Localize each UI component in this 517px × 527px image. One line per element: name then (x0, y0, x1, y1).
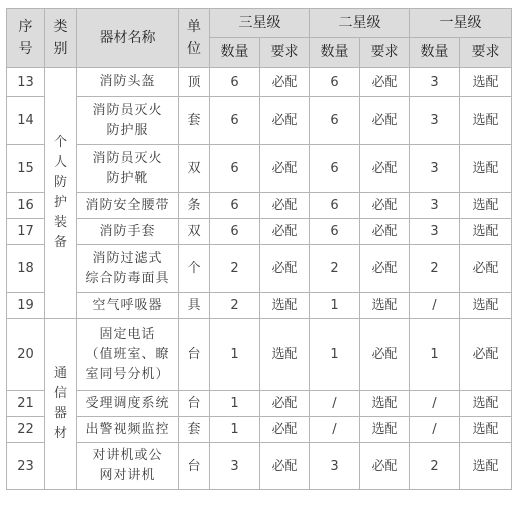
header-qty: 数量 (410, 38, 460, 68)
quantity-cell: 3 (410, 219, 460, 245)
equipment-name-line: 网对讲机 (99, 468, 156, 483)
requirement-cell: 必配 (360, 245, 410, 293)
table-row (7, 193, 512, 219)
requirement-cell: 必配 (260, 219, 310, 245)
header-seq: 序 号 (7, 9, 45, 68)
requirement-cell: 选配 (460, 391, 512, 417)
equipment-name-line: 综合防毒面具 (85, 270, 170, 286)
unit-cell: 顶 (179, 68, 210, 97)
quantity-cell: 1 (310, 319, 360, 391)
quantity-cell: / (410, 417, 460, 443)
category-comm (45, 319, 77, 490)
unit-cell: 套 (179, 97, 210, 145)
row-number: 22 (7, 417, 45, 443)
table-container (6, 8, 512, 490)
header-category: 类 别 (45, 9, 77, 68)
quantity-cell: / (410, 293, 460, 319)
category-personal (45, 68, 77, 319)
table-row (7, 68, 512, 97)
unit-cell: 套 (179, 417, 210, 443)
quantity-cell: 6 (310, 193, 360, 219)
requirement-cell: 必配 (260, 443, 310, 490)
header-req: 要求 (460, 38, 512, 68)
quantity-cell: 3 (410, 97, 460, 145)
table-row (7, 97, 512, 145)
equipment-name-line: 对讲机或公 (92, 448, 163, 463)
requirement-cell: 必配 (360, 97, 410, 145)
requirement-cell: 必配 (460, 319, 512, 391)
requirement-cell: 必配 (360, 319, 410, 391)
unit-cell: 双 (179, 219, 210, 245)
requirement-cell: 必配 (360, 193, 410, 219)
equipment-name-line: 防护靴 (106, 170, 149, 186)
equipment-name-line: 消防头盔 (99, 74, 156, 89)
unit-cell: 具 (179, 293, 210, 319)
equipment-name (77, 319, 179, 391)
table-row (7, 293, 512, 319)
quantity-cell: 3 (410, 145, 460, 193)
requirement-cell: 必配 (460, 245, 512, 293)
quantity-cell: 6 (310, 219, 360, 245)
category-char: 人 (53, 155, 67, 170)
table-row (7, 219, 512, 245)
header-level-2: 二星级 (310, 9, 410, 38)
requirement-cell: 必配 (260, 245, 310, 293)
header-req: 要求 (360, 38, 410, 68)
table-row (7, 417, 512, 443)
unit-cell: 双 (179, 145, 210, 193)
requirement-cell: 必配 (260, 193, 310, 219)
equipment-name (77, 443, 179, 490)
quantity-cell: 1 (210, 417, 260, 443)
quantity-cell: 6 (310, 68, 360, 97)
row-number: 16 (7, 193, 45, 219)
row-number: 21 (7, 391, 45, 417)
quantity-cell: 1 (210, 391, 260, 417)
quantity-cell: 2 (310, 245, 360, 293)
quantity-cell: 3 (410, 193, 460, 219)
equipment-name-line: 受理调度系统 (85, 395, 170, 411)
requirement-cell: 必配 (260, 391, 310, 417)
header-level-3: 三星级 (210, 9, 310, 38)
header-req: 要求 (260, 38, 310, 68)
row-number: 20 (7, 319, 45, 391)
requirement-cell: 必配 (260, 97, 310, 145)
equipment-name-line: 消防员灭火 (92, 150, 163, 166)
category-char: 材 (53, 426, 67, 441)
equipment-name-line: 出警视频监控 (85, 421, 170, 437)
equipment-name-line: 消防安全腰带 (85, 197, 170, 213)
quantity-cell: 6 (210, 145, 260, 193)
quantity-cell: 1 (210, 319, 260, 391)
requirement-cell: 选配 (460, 97, 512, 145)
equipment-name (77, 97, 179, 145)
quantity-cell: / (310, 417, 360, 443)
table-row (7, 245, 512, 293)
requirement-cell: 选配 (360, 391, 410, 417)
equipment-name (77, 193, 179, 219)
header-qty: 数量 (310, 38, 360, 68)
unit-cell: 台 (179, 443, 210, 490)
table-row (7, 319, 512, 391)
quantity-cell: / (410, 391, 460, 417)
quantity-cell: 6 (210, 68, 260, 97)
quantity-cell: / (310, 391, 360, 417)
row-number: 17 (7, 219, 45, 245)
header-qty: 数量 (210, 38, 260, 68)
requirement-cell: 选配 (460, 417, 512, 443)
requirement-cell: 选配 (460, 68, 512, 97)
requirement-cell: 选配 (460, 219, 512, 245)
category-char: 防 (53, 175, 67, 190)
row-number: 23 (7, 443, 45, 490)
equipment-name-line: 消防手套 (99, 223, 156, 239)
equipment-name-line: 防护服 (106, 122, 149, 138)
requirement-cell: 必配 (360, 145, 410, 193)
equipment-name-line: 消防员灭火 (92, 102, 163, 118)
requirement-cell: 选配 (460, 443, 512, 490)
header-name: 器材名称 (77, 9, 179, 68)
equipment-name-line: （值班室、瞭 (85, 346, 170, 362)
table-header (7, 9, 512, 68)
category-char: 信 (53, 386, 67, 401)
table-row (7, 145, 512, 193)
row-number: 13 (7, 68, 45, 97)
quantity-cell: 6 (210, 219, 260, 245)
quantity-cell: 2 (410, 443, 460, 490)
requirement-cell: 选配 (460, 293, 512, 319)
quantity-cell: 1 (310, 293, 360, 319)
unit-cell: 条 (179, 193, 210, 219)
quantity-cell: 6 (210, 193, 260, 219)
requirement-cell: 选配 (460, 193, 512, 219)
quantity-cell: 1 (410, 319, 460, 391)
row-number: 14 (7, 97, 45, 145)
equipment-name (77, 417, 179, 443)
requirement-cell: 必配 (360, 219, 410, 245)
quantity-cell: 6 (310, 97, 360, 145)
equipment-name (77, 219, 179, 245)
header-unit: 单 位 (179, 9, 210, 68)
quantity-cell: 6 (210, 97, 260, 145)
unit-cell: 台 (179, 391, 210, 417)
requirement-cell: 必配 (260, 417, 310, 443)
table-row (7, 443, 512, 490)
equipment-name (77, 391, 179, 417)
quantity-cell: 3 (210, 443, 260, 490)
quantity-cell: 6 (310, 145, 360, 193)
unit-cell: 个 (179, 245, 210, 293)
category-char: 备 (53, 235, 67, 250)
quantity-cell: 3 (310, 443, 360, 490)
quantity-cell: 3 (410, 68, 460, 97)
row-number: 15 (7, 145, 45, 193)
requirement-cell: 选配 (360, 417, 410, 443)
row-number: 18 (7, 245, 45, 293)
equipment-name-line: 固定电话 (99, 326, 156, 342)
header-level-1: 一星级 (410, 9, 512, 38)
category-char: 装 (53, 215, 67, 230)
requirement-cell: 选配 (360, 293, 410, 319)
equipment-name-line: 消防过滤式 (92, 250, 163, 266)
table-row (7, 391, 512, 417)
equipment-name-line: 室同号分机） (85, 366, 170, 382)
equipment-name (77, 293, 179, 319)
quantity-cell: 2 (210, 245, 260, 293)
equipment-name-line: 空气呼吸器 (92, 297, 163, 313)
equipment-name (77, 145, 179, 193)
category-char: 护 (53, 195, 67, 210)
row-number: 19 (7, 293, 45, 319)
requirement-cell: 选配 (460, 145, 512, 193)
category-char: 通 (53, 366, 67, 381)
equipment-table (6, 8, 512, 490)
requirement-cell: 必配 (360, 443, 410, 490)
equipment-name (77, 245, 179, 293)
requirement-cell: 选配 (260, 293, 310, 319)
quantity-cell: 2 (410, 245, 460, 293)
category-char: 个 (53, 135, 67, 150)
unit-cell: 台 (179, 319, 210, 391)
table-body (7, 68, 512, 490)
requirement-cell: 选配 (260, 319, 310, 391)
requirement-cell: 必配 (360, 68, 410, 97)
equipment-name (77, 68, 179, 97)
category-char: 器 (53, 406, 67, 421)
quantity-cell: 2 (210, 293, 260, 319)
requirement-cell: 必配 (260, 68, 310, 97)
requirement-cell: 必配 (260, 145, 310, 193)
